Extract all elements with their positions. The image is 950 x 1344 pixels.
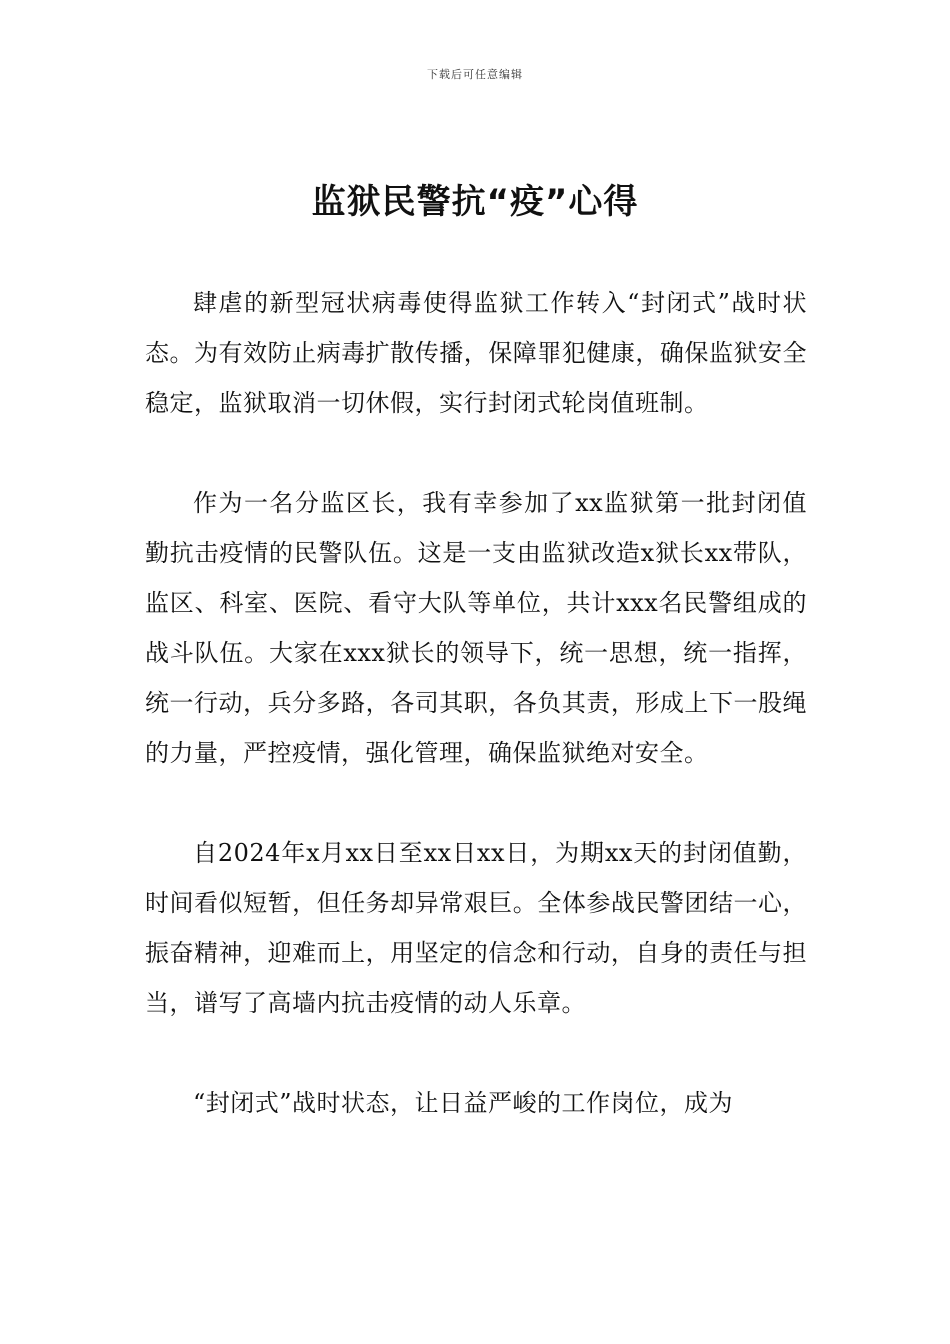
document-title: 监狱民警抗“疫”心得 xyxy=(311,182,639,222)
document-body xyxy=(145,278,807,1178)
paragraph-1: 肆虐的新型冠状病毒使得监狱工作转入“封闭式”战时状态。为有效防止病毒扩散传播，保障罪犯健康，确保监狱安全稳定，监狱取消一切休假，实行封闭式轮岗值班制。 xyxy=(145,289,807,417)
paragraph-4: “封闭式”战时状态，让日益严峻的工作岗位，成为 xyxy=(193,1089,734,1117)
header-note: 下载后可任意编辑 xyxy=(427,68,523,81)
paragraph-2: 作为一名分监区长，我有幸参加了xx监狱第一批封闭值勤抗击疫情的民警队伍。这是一支由监狱改造x狱长xx带队，监区、科室、医院、看守大队等单位，共计xxx名民警组成的战斗队伍。大家在xxx狱长的领导下，统一思想，统一指挥，统一行动，兵分多路，各司其职，各负其责，形成上下一股绳的力量，严控疫情，强化管理，确保监狱绝对安全。 xyxy=(145,489,807,767)
paragraph-3: 自2024年x月xx日至xx日xx日，为期xx天的封闭值勤，时间看似短暂，但任务却异常艰巨。全体参战民警团结一心，振奋精神，迎难而上，用坚定的信念和行动，自身的责任与担当，谱写了高墙内抗击疫情的动人乐章。 xyxy=(145,839,807,1017)
